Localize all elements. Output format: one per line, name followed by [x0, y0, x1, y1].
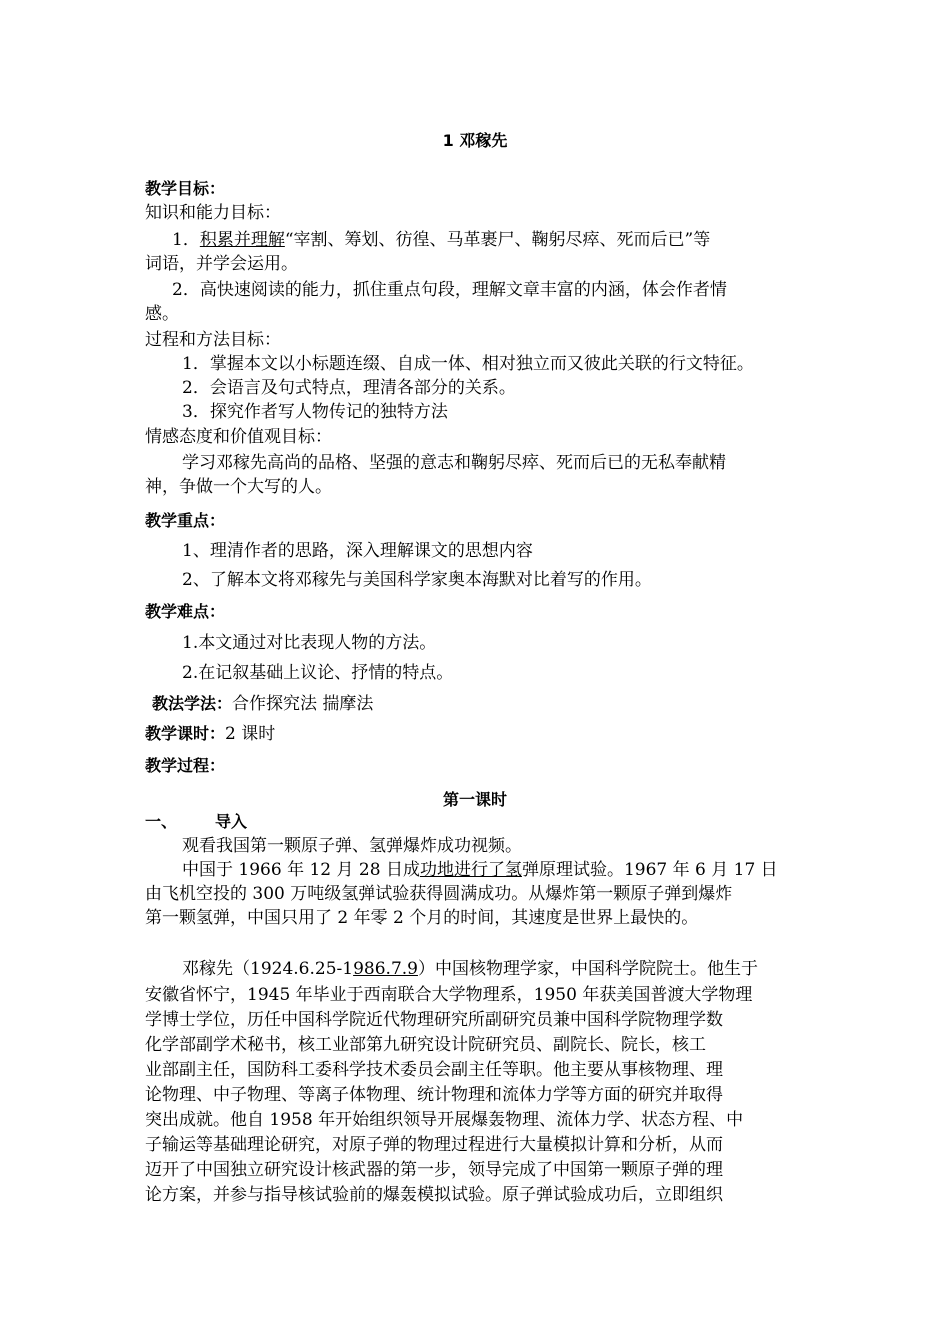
- process-item-3: 3．探究作者写人物传记的独特方法: [182, 402, 448, 422]
- knowledge-heading: 知识和能力目标：: [145, 203, 281, 223]
- bio-line-7: 突出成就。他自 1958 年开始组织领导开展爆轰物理、流体力学、状态方程、中: [145, 1110, 744, 1130]
- intro2-underlined: 功地进行了氢: [419, 860, 522, 880]
- bio-line-6: 论物理、中子物理、等离子体物理、统计物理和流体力学等方面的研究并取得: [145, 1085, 723, 1105]
- goals-heading: 教学目标：: [145, 179, 226, 198]
- knowledge-item-1: [172, 228, 852, 252]
- knowledge-item-2-cont: 感。: [145, 304, 179, 324]
- bio-line-9: 迈开了中国独立研究设计核武器的第一步，领导完成了中国第一颗原子弹的理: [145, 1160, 723, 1180]
- lesson-title: 第一课时: [442, 790, 507, 809]
- process-item-1: 1．掌握本文以小标题连缀、自成一体、相对独立而又彼此关联的行文特征。: [182, 354, 754, 374]
- key-point-2: 2、了解本文将邓稼先与美国科学家奥本海默对比着写的作用。: [182, 570, 652, 590]
- bio1-underlined: 986.7.9: [353, 959, 418, 979]
- hours-text: 2 课时: [225, 724, 276, 744]
- bio-line-3: 学博士学位，历任中国科学院近代物理研究所副研究员兼中国科学院物理学数: [145, 1010, 723, 1030]
- bio-line-10: 论方案，并参与指导核试验前的爆轰模拟试验。原子弹试验成功后，立即组织: [145, 1185, 723, 1205]
- key-points-heading: 教学重点：: [145, 511, 226, 530]
- intro-line-1: 观看我国第一颗原子弹、氢弹爆炸成功视频。: [182, 836, 522, 856]
- difficulty-1: 1.本文通过对比表现人物的方法。: [182, 633, 437, 653]
- method-text: 合作探究法 揣摩法: [232, 694, 374, 714]
- k1-rest: “宰割、筹划、彷徨、马革裹尸、鞠躬尽瘁、死而后已”等: [284, 230, 711, 250]
- difficulty-2: 2.在记叙基础上议论、抒情的特点。: [182, 663, 454, 683]
- k1-prefix: 1．: [172, 230, 200, 250]
- process-heading: 过程和方法目标：: [145, 330, 281, 350]
- bio1-a: 邓稼先（1924.6.25-1: [182, 959, 354, 979]
- intro-line-3: 由飞机空投的 300 万吨级氢弹试验获得圆满成功。从爆炸第一颗原子弹到爆炸: [145, 884, 733, 904]
- bio-line-1: [182, 957, 862, 981]
- process-label: 教学过程：: [145, 756, 226, 775]
- k1-underlined: 积累并理解: [199, 230, 285, 250]
- emotion-item-1-cont: 神，争做一个大写的人。: [145, 477, 332, 497]
- hours-label: 教学课时：: [145, 724, 226, 743]
- document-title: 1 邓稼先: [442, 131, 508, 150]
- intro-line-4: 第一颗氢弹，中国只用了 2 年零 2 个月的时间，其速度是世界上最快的。: [145, 908, 699, 928]
- section-1-num: 一、: [145, 812, 178, 831]
- knowledge-item-1-cont: 词语，并学会运用。: [145, 254, 298, 274]
- emotion-item-1: 学习邓稼先高尚的品格、坚强的意志和鞠躬尽瘁、死而后已的无私奉献精: [182, 453, 726, 473]
- emotion-heading: 情感态度和价值观目标：: [145, 427, 332, 447]
- intro2-a: 中国于 1966 年 12 月 28 日成: [182, 860, 420, 880]
- method-label: 教法学法：: [152, 694, 233, 713]
- bio-line-5: 业部副主任，国防科工委科学技术委员会副主任等职。他主要从事核物理、理: [145, 1060, 723, 1080]
- knowledge-item-2: 2．高快速阅读的能力，抓住重点句段，理解文章丰富的内涵，体会作者情: [172, 280, 727, 300]
- intro2-b: 弹原理试验。1967 年 6 月 17 日: [521, 860, 778, 880]
- intro-line-2: [182, 858, 862, 882]
- process-item-2: 2．会语言及句式特点，理清各部分的关系。: [182, 378, 516, 398]
- bio1-b: ）中国核物理学家，中国科学院院士。他生于: [417, 959, 758, 979]
- section-1-title: 导入: [215, 812, 248, 831]
- bio-line-4: 化学部副学术秘书，核工业部第九研究设计院研究员、副院长、院长，核工: [145, 1035, 706, 1055]
- bio-line-2: 安徽省怀宁，1945 年毕业于西南联合大学物理系，1950 年获美国普渡大学物理: [145, 985, 753, 1005]
- difficulties-heading: 教学难点：: [145, 602, 226, 621]
- method-line: [152, 692, 832, 716]
- hours-line: [145, 722, 825, 746]
- bio-line-8: 子输运等基础理论研究，对原子弹的物理过程进行大量模拟计算和分析，从而: [145, 1135, 723, 1155]
- key-point-1: 1、理清作者的思路，深入理解课文的思想内容: [182, 541, 533, 561]
